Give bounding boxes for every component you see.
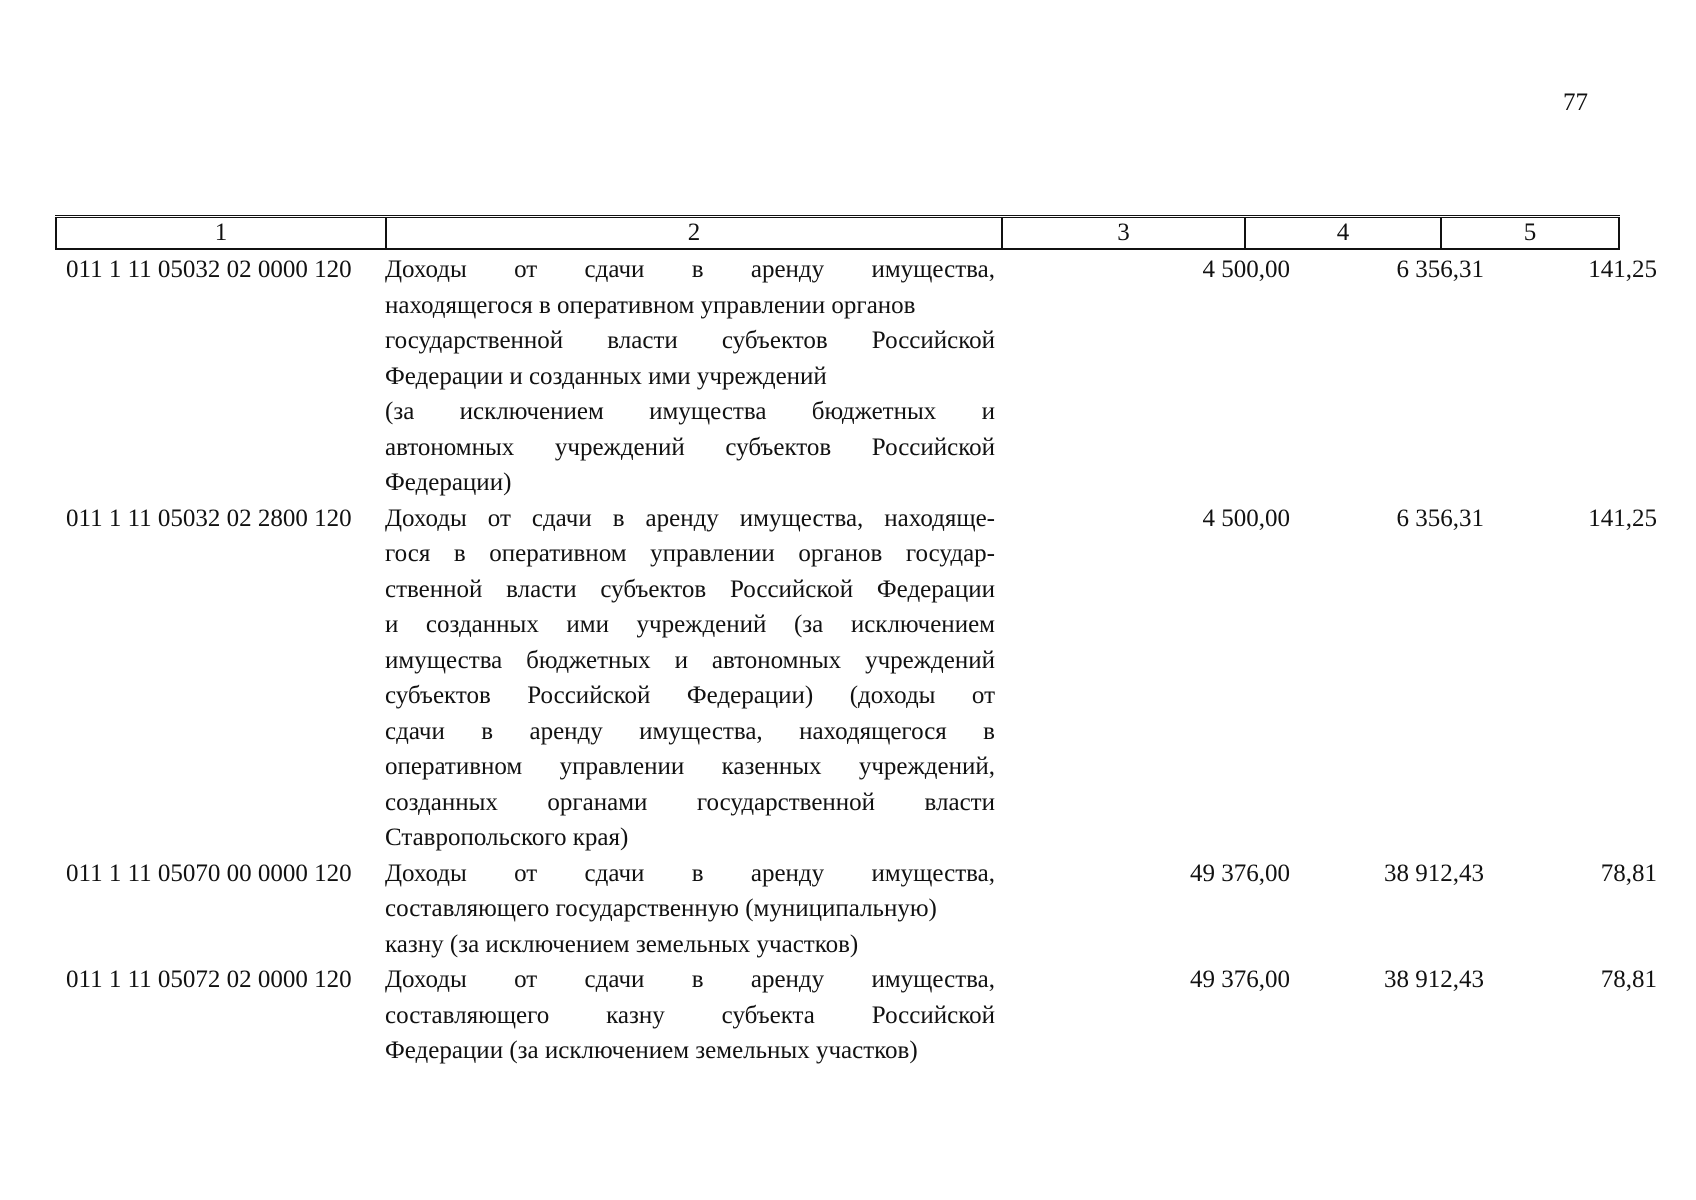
description-line: Федерации (за исключением земельных участков)	[385, 1037, 918, 1064]
description-line: казну (за исключением земельных участков)	[385, 930, 859, 958]
header-cell-1: 1	[56, 217, 386, 250]
description-line: ственной власти субъектов Российской Федерации	[385, 575, 995, 603]
value-col5: 141,25	[1588, 504, 1657, 532]
description-line: Федерации и созданных ими учреждений	[385, 362, 827, 390]
table-body	[55, 252, 1657, 1069]
budget-code: 011 1 11 05032 02 0000 120	[66, 256, 352, 283]
description-line: государственной власти субъектов Российской	[385, 327, 995, 354]
table-row	[55, 252, 1657, 501]
value-col4: 38 912,43	[1384, 859, 1484, 887]
description-line: Доходы от сдачи в аренду имущества,	[385, 966, 995, 993]
description-line: составляющего государственную (муниципальную)	[385, 895, 937, 922]
description-line: Доходы от сдачи в аренду имущества,	[385, 256, 995, 283]
description-line: составляющего казну субъекта Российской	[385, 1001, 995, 1029]
description-line: находящегося в оперативном управлении органов	[385, 291, 916, 319]
income-description	[385, 252, 995, 501]
description-line: и созданных ими учреждений (за исключением	[385, 611, 995, 638]
header-cell-5: 5	[1441, 217, 1619, 250]
header-row	[56, 217, 1619, 250]
value-col4: 6 356,31	[1396, 504, 1484, 532]
description-line: субъектов Российской Федерации) (доходы от	[385, 682, 995, 709]
budget-code: 011 1 11 05032 02 2800 120	[66, 504, 352, 532]
value-col3: 49 376,00	[1190, 859, 1290, 887]
value-col3: 4 500,00	[1202, 256, 1290, 283]
income-description	[385, 856, 995, 963]
header-cell-4: 4	[1245, 217, 1441, 250]
description-line: Федерации)	[385, 469, 512, 496]
description-line: гося в оперативном управлении органов государ-	[385, 540, 995, 567]
value-col4: 38 912,43	[1384, 966, 1484, 993]
income-description	[385, 962, 995, 1069]
value-col5: 78,81	[1600, 859, 1657, 887]
header-cell-3: 3	[1002, 217, 1245, 250]
value-col3: 49 376,00	[1190, 966, 1290, 993]
budget-code: 011 1 11 05070 00 0000 120	[66, 859, 352, 887]
table-row	[55, 962, 1657, 1069]
description-line: сдачи в аренду имущества, находящегося в	[385, 717, 995, 745]
description-line: созданных органами государственной власти	[385, 788, 995, 816]
description-line: Доходы от сдачи в аренду имущества, находяще-	[385, 504, 995, 532]
header-cell-2: 2	[386, 217, 1002, 250]
value-col5: 141,25	[1588, 256, 1657, 283]
table-row	[55, 856, 1657, 963]
page-number: 77	[1563, 89, 1588, 116]
value-col5: 78,81	[1600, 966, 1657, 993]
table-header	[55, 215, 1620, 250]
table-row	[55, 501, 1657, 856]
description-line: имущества бюджетных и автономных учреждений	[385, 646, 995, 674]
income-description	[385, 501, 995, 856]
description-line: Ставропольского края)	[385, 824, 629, 851]
description-line: (за исключением имущества бюджетных и	[385, 398, 995, 425]
budget-code: 011 1 11 05072 02 0000 120	[66, 966, 352, 993]
value-col4: 6 356,31	[1396, 256, 1484, 283]
description-line: оперативном управлении казенных учреждений,	[385, 753, 995, 780]
description-line: автономных учреждений субъектов Российской	[385, 433, 995, 461]
value-col3: 4 500,00	[1202, 504, 1290, 532]
description-line: Доходы от сдачи в аренду имущества,	[385, 859, 995, 887]
